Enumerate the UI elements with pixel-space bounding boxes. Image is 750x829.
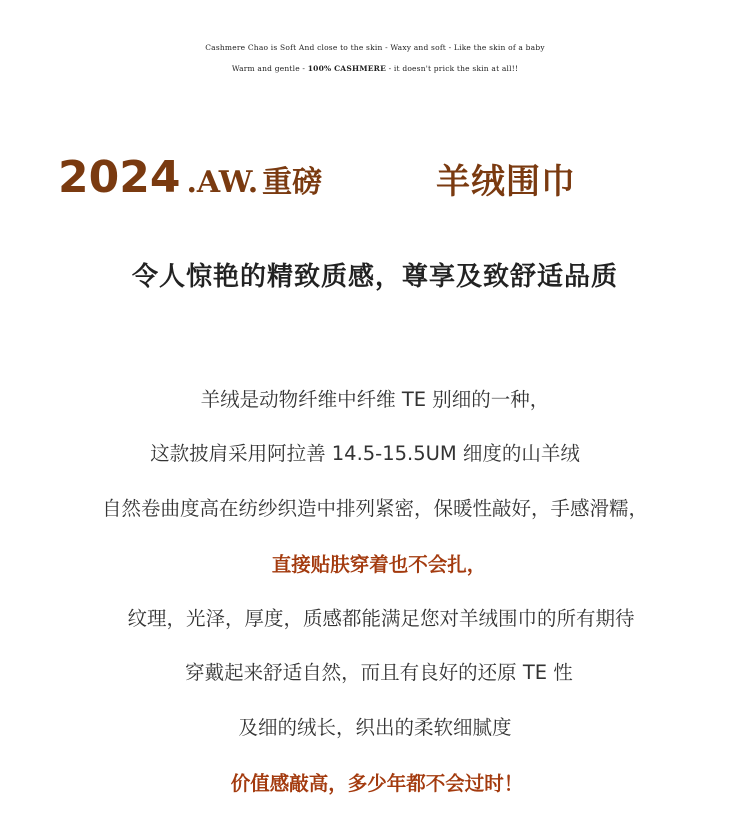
tagline-2-suffix: - it doesn't prick the skin at all!! <box>386 64 519 73</box>
headline-season <box>58 152 323 203</box>
tagline-2-cashmere: 100% CASHMERE <box>307 64 387 73</box>
tagline-english-2 <box>0 64 750 73</box>
headline-product: 羊绒围巾 <box>436 162 576 202</box>
body-line-5: 纹理，光泽，厚度，质感都能满足您对羊绒围巾的所有期待 <box>127 607 635 630</box>
headline-year: 2024 <box>58 152 181 203</box>
body-line-highlight-2: 价值感敲高，多少年都不会过时！ <box>230 772 524 795</box>
headline-heavy: 重磅 <box>262 165 323 200</box>
body-line-highlight-1: 直接贴肤穿着也不会扎， <box>271 553 487 576</box>
headline-aw: .AW. <box>186 165 259 200</box>
body-line-6: 穿戴起来舒适自然，而且有良好的还原 TE 性 <box>185 661 573 684</box>
tagline-2-prefix: Warm and gentle - <box>231 64 308 73</box>
body-line-3: 自然卷曲度高在纺纱织造中排列紧密，保暖性敲好，手感滑糯， <box>101 497 648 520</box>
body-line-1: 羊绒是动物纤维中纤维 TE 别细的一种， <box>200 388 550 411</box>
body-line-2: 这款披肩采用阿拉善 14.5-15.5UM 细度的山羊绒 <box>150 442 580 465</box>
tagline-english-1: Cashmere Chao is Soft And close to the skin - Waxy and soft - Like the skin of a baby <box>205 43 545 52</box>
subtitle: 令人惊艳的精致质感，尊享及致舒适品质 <box>131 262 618 292</box>
body-line-7: 及细的绒长，织出的柔软细腻度 <box>238 716 512 739</box>
